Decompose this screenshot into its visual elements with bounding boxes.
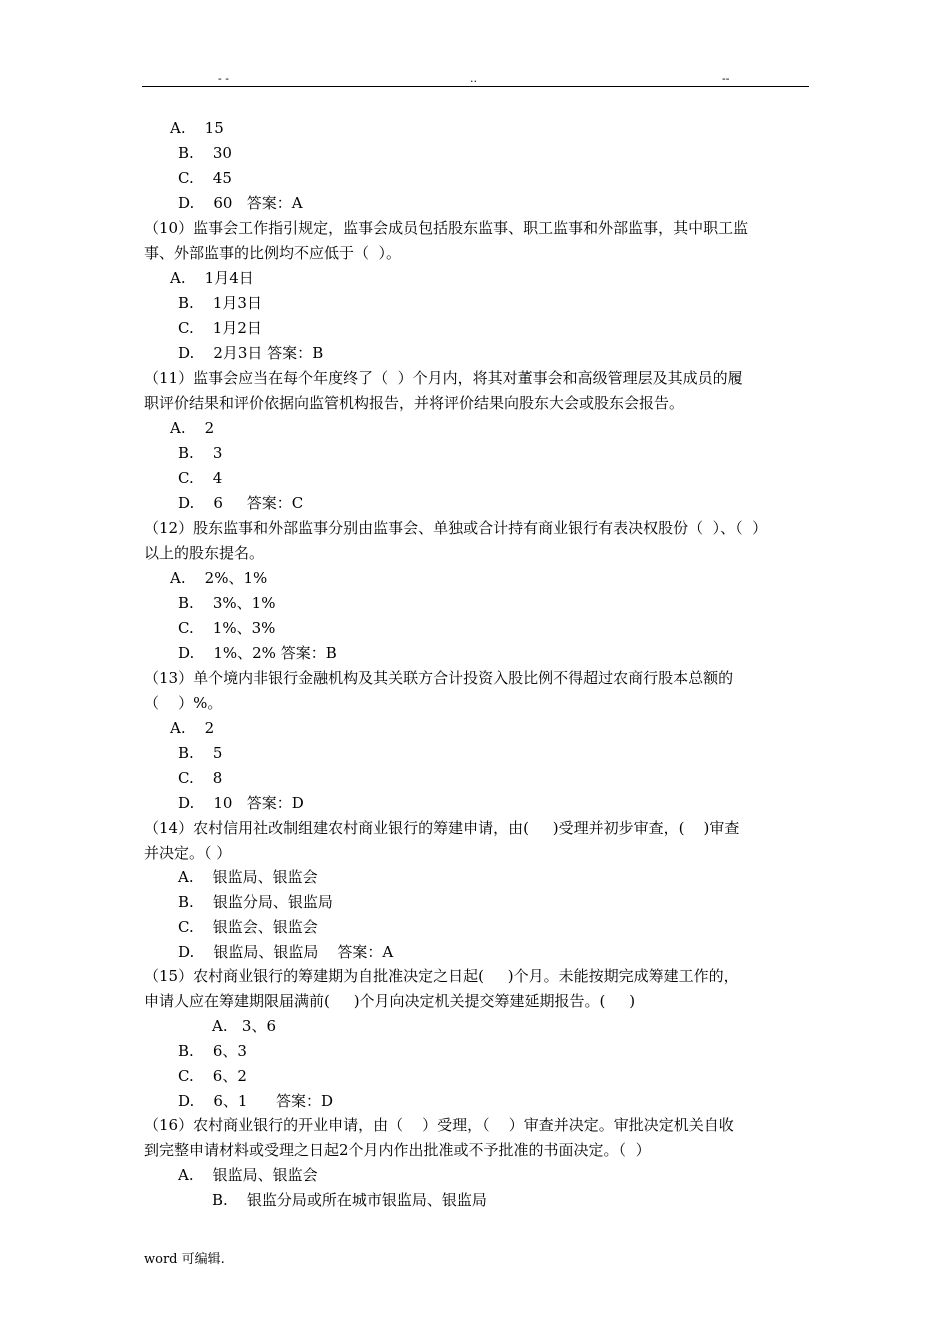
answer-line: D. 6、1 答案：D: [178, 1092, 334, 1110]
header-left-mark: - -: [218, 72, 229, 85]
option-line: A. 银监局、银监会: [178, 1166, 318, 1184]
answer-line: D. 6 答案：C: [178, 494, 304, 512]
question-text: 以上的股东提名。: [144, 544, 265, 562]
question-text: （14）农村信用社改制组建农村商业银行的筹建申请，由( )受理并初步审查，( )审查: [144, 819, 740, 837]
question-text: （ ）%。: [144, 694, 223, 712]
question-text: 职评价结果和评价依据向监管机构报告，并将评价结果向股东大会或股东会报告。: [144, 394, 685, 412]
option-line: A. 1月4日: [170, 269, 254, 287]
option-line: A. 银监局、银监会: [178, 868, 318, 886]
header-center-mark: ..: [470, 72, 477, 85]
option-line: C. 1月2日: [178, 319, 262, 337]
option-line: A. 15: [170, 119, 224, 137]
option-line: C. 6、2: [178, 1067, 247, 1085]
option-line: A. 2: [170, 719, 215, 737]
option-line: B. 银监分局、银监局: [178, 893, 333, 911]
header-rule: [142, 86, 809, 87]
option-line: B. 银监分局或所在城市银监局、银监局: [212, 1191, 487, 1209]
option-line: C. 8: [178, 769, 223, 787]
question-text: 到完整申请材料或受理之日起2个月内作出批准或不予批准的书面决定。（ ）: [144, 1141, 651, 1159]
answer-line: D. 60 答案：A: [178, 194, 303, 212]
page-footer: word 可编辑.: [144, 1252, 225, 1267]
question-text: 申请人应在筹建期限届满前( )个月向决定机关提交筹建延期报告。( ): [144, 992, 636, 1010]
option-line: C. 45: [178, 169, 232, 187]
question-text: 并决定。（ ）: [144, 844, 232, 862]
question-text: （12）股东监事和外部监事分别由监事会、单独或合计持有商业银行有表决权股份（ ）、（ ）: [144, 519, 768, 537]
question-text: （10）监事会工作指引规定，监事会成员包括股东监事、职工监事和外部监事，其中职工监: [144, 219, 749, 237]
option-line: A. 3、6: [212, 1017, 276, 1035]
answer-line: D. 10 答案：D: [178, 794, 304, 812]
question-text: 事、外部监事的比例均不应低于（ ）。: [144, 244, 402, 262]
option-line: B. 5: [178, 744, 223, 762]
answer-line: D. 2月3日 答案：B: [178, 344, 324, 362]
question-text: （11）监事会应当在每个年度终了（ ）个月内，将其对董事会和高级管理层及其成员的履: [144, 369, 743, 387]
question-text: （16）农村商业银行的开业申请，由（ ）受理，（ ）审查并决定。审批决定机关自收: [144, 1116, 734, 1134]
question-text: （13）单个境内非银行金融机构及其关联方合计投资入股比例不得超过农商行股本总额的: [144, 669, 734, 687]
answer-line: D. 银监局、银监局 答案：A: [178, 943, 394, 961]
option-line: B. 30: [178, 144, 232, 162]
option-line: B. 3: [178, 444, 223, 462]
option-line: C. 4: [178, 469, 223, 487]
option-line: A. 2%、1%: [170, 569, 268, 587]
option-line: B. 6、3: [178, 1042, 247, 1060]
option-line: A. 2: [170, 419, 215, 437]
header-right-mark: --: [722, 72, 730, 85]
option-line: C. 银监会、银监会: [178, 918, 318, 936]
option-line: B. 1月3日: [178, 294, 262, 312]
option-line: B. 3%、1%: [178, 594, 276, 612]
question-text: （15）农村商业银行的筹建期为自批准决定之日起( )个月。未能按期完成筹建工作的，: [144, 967, 739, 985]
answer-line: D. 1%、2% 答案：B: [178, 644, 337, 662]
option-line: C. 1%、3%: [178, 619, 276, 637]
